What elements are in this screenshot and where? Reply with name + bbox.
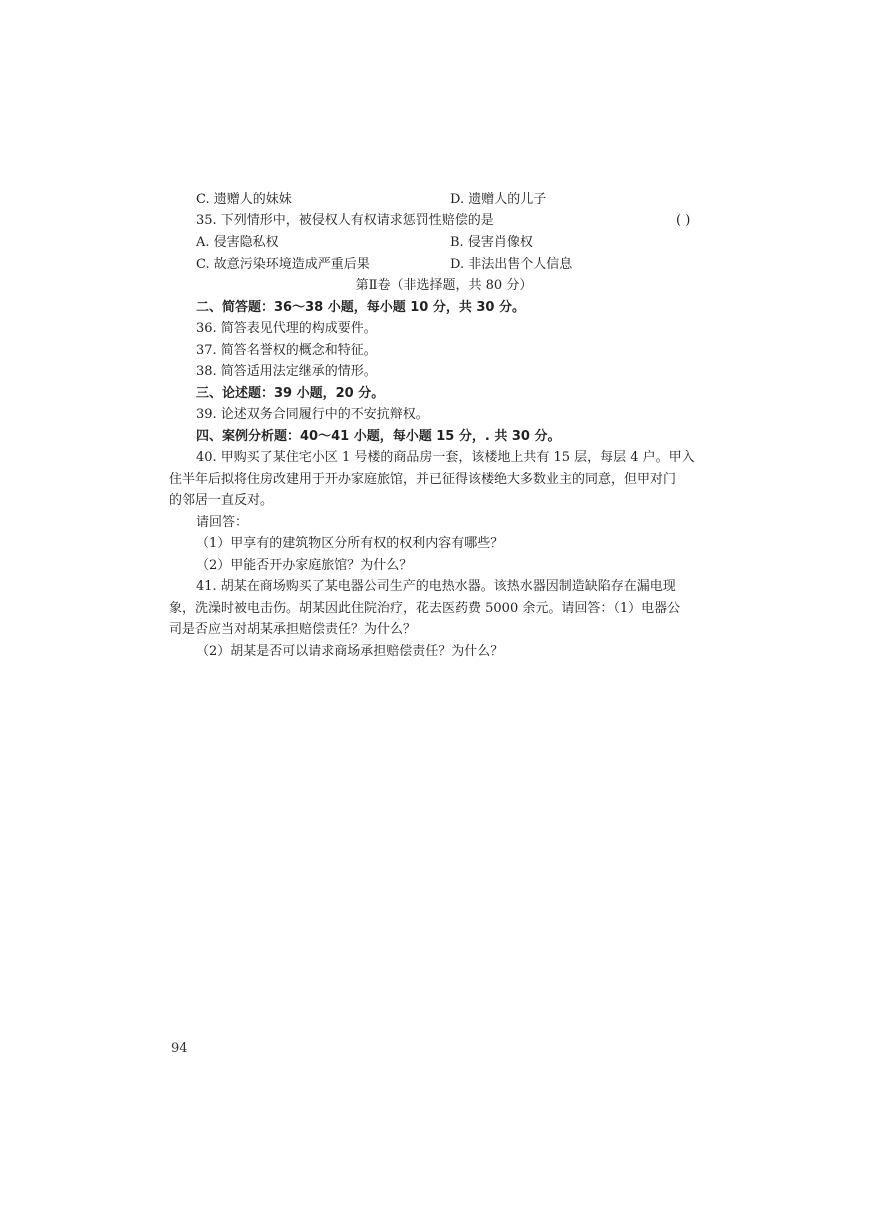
q40-line-1: 40. 甲购买了某住宅小区 1 号楼的商品房一套，该楼地上共有 15 层，每层 4 户。甲入 bbox=[196, 450, 695, 465]
q38-text: 38. 简答适用法定继承的情形。 bbox=[196, 364, 377, 379]
q34-option-c: C. 遗赠人的妹妹 bbox=[196, 192, 292, 207]
q35-option-a: A. 侵害隐私权 bbox=[196, 235, 279, 250]
q35-option-b: B. 侵害肖像权 bbox=[450, 235, 533, 250]
q35-option-c: C. 故意污染环境造成严重后果 bbox=[196, 257, 370, 272]
q36-text: 36. 简答表见代理的构成要件。 bbox=[196, 321, 377, 336]
section4-heading: 四、案例分析题：40～41 小题，每小题 15 分，. 共 30 分。 bbox=[196, 429, 561, 444]
part2-title: 第Ⅱ卷（非选择题，共 80 分） bbox=[355, 278, 533, 293]
q40-line-3: 的邻居一直反对。 bbox=[169, 493, 274, 508]
page-number: 94 bbox=[171, 1041, 188, 1056]
q35-stem: 35. 下列情形中，被侵权人有权请求惩罚性赔偿的是 bbox=[196, 213, 494, 228]
q41-line-3: 司是否应当对胡某承担赔偿责任？为什么？ bbox=[169, 622, 417, 637]
q41-sub-2: （2）胡某是否可以请求商场承担赔偿责任？为什么？ bbox=[196, 644, 504, 659]
q41-line-1: 41. 胡某在商场购买了某电器公司生产的电热水器。该热水器因制造缺陷存在漏电现 bbox=[196, 579, 676, 594]
q41-line-2: 象，洗澡时被电击伤。胡某因此住院治疗，花去医药费 5000 余元。请回答：（1）电器公 bbox=[169, 601, 681, 616]
q40-sub-1: （1）甲享有的建筑物区分所有权的权利内容有哪些？ bbox=[196, 536, 504, 551]
q40-line-2: 住半年后拟将住房改建用于开办家庭旅馆，并已征得该楼绝大多数业主的同意，但甲对门 bbox=[169, 472, 677, 487]
q40-sub-2: （2）甲能否开办家庭旅馆？为什么？ bbox=[196, 558, 413, 573]
q35-answer-bracket: ( ) bbox=[676, 213, 691, 228]
q40-prompt: 请回答： bbox=[196, 515, 249, 530]
section2-heading: 二、简答题：36～38 小题，每小题 10 分，共 30 分。 bbox=[196, 300, 525, 315]
q39-text: 39. 论述双务合同履行中的不安抗辩权。 bbox=[196, 407, 429, 422]
q34-option-d: D. 遗赠人的儿子 bbox=[450, 192, 547, 207]
q35-option-d: D. 非法出售个人信息 bbox=[450, 257, 573, 272]
section3-heading: 三、论述题：39 小题，20 分。 bbox=[196, 386, 385, 401]
q37-text: 37. 简答名誉权的概念和特征。 bbox=[196, 343, 377, 358]
